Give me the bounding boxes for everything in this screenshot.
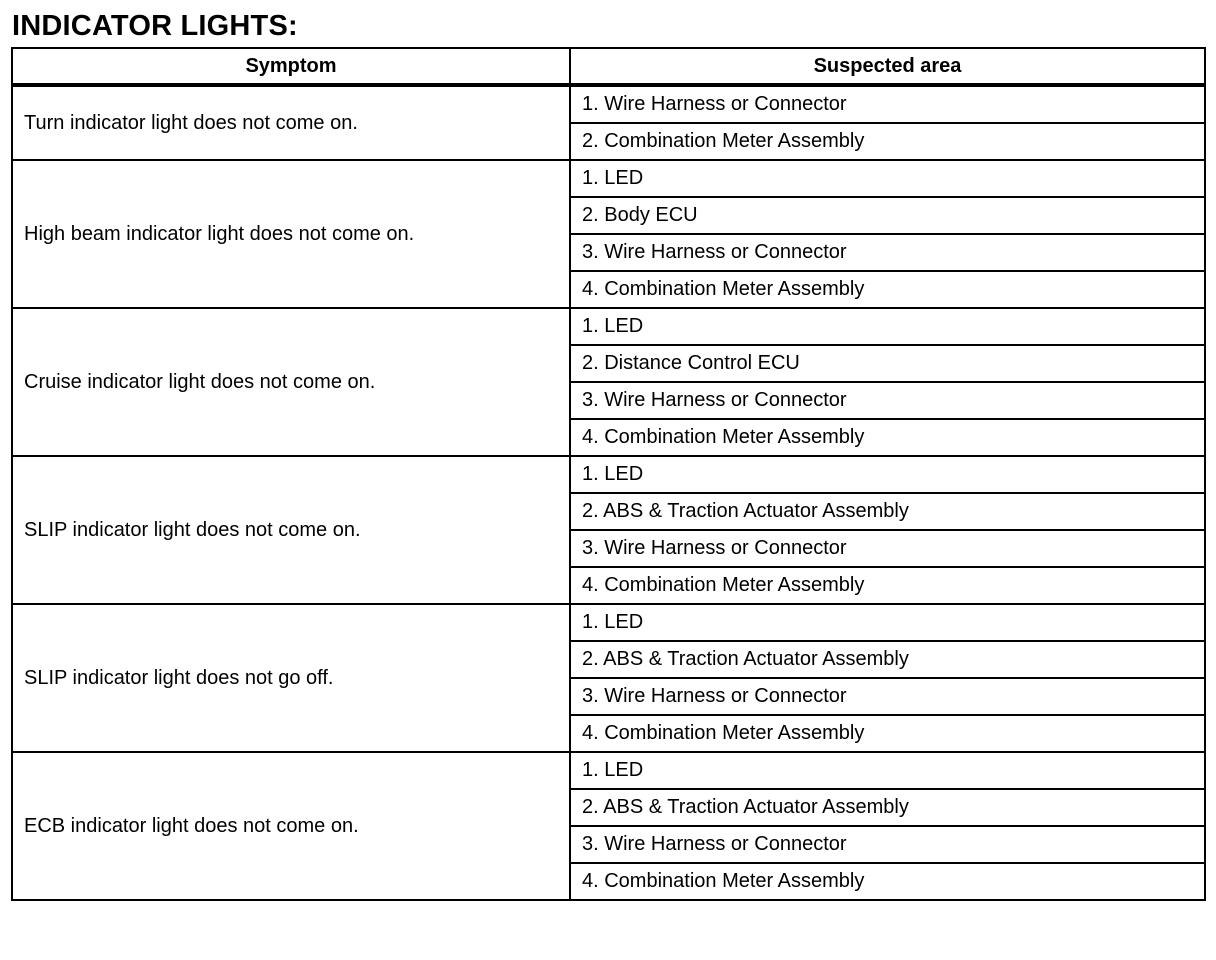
symptom-cell: High beam indicator light does not come on. <box>12 160 570 308</box>
suspected-area-cell: 4. Combination Meter Assembly <box>570 715 1205 752</box>
suspected-area-cell: 3. Wire Harness or Connector <box>570 382 1205 419</box>
symptom-cell: Turn indicator light does not come on. <box>12 85 570 160</box>
suspected-area-cell: 2. Combination Meter Assembly <box>570 123 1205 160</box>
suspected-area-cell: 2. Body ECU <box>570 197 1205 234</box>
symptom-cell: SLIP indicator light does not go off. <box>12 604 570 752</box>
page-title: INDICATOR LIGHTS: <box>12 10 298 42</box>
table-row <box>12 160 1205 197</box>
suspected-area-cell: 1. LED <box>570 456 1205 493</box>
header-row <box>12 48 1205 85</box>
suspected-area-cell: 3. Wire Harness or Connector <box>570 530 1205 567</box>
table-row <box>12 604 1205 641</box>
header-suspected-area: Suspected area <box>570 48 1205 85</box>
table-header <box>12 48 1205 85</box>
header-symptom: Symptom <box>12 48 570 85</box>
suspected-area-cell: 3. Wire Harness or Connector <box>570 826 1205 863</box>
suspected-area-cell: 3. Wire Harness or Connector <box>570 234 1205 271</box>
symptom-cell: Cruise indicator light does not come on. <box>12 308 570 456</box>
suspected-area-cell: 1. LED <box>570 752 1205 789</box>
symptom-cell: ECB indicator light does not come on. <box>12 752 570 900</box>
suspected-area-cell: 1. LED <box>570 604 1205 641</box>
table-row <box>12 85 1205 123</box>
suspected-area-cell: 2. ABS & Traction Actuator Assembly <box>570 789 1205 826</box>
suspected-area-cell: 2. ABS & Traction Actuator Assembly <box>570 493 1205 530</box>
suspected-area-cell: 4. Combination Meter Assembly <box>570 863 1205 900</box>
symptom-cell: SLIP indicator light does not come on. <box>12 456 570 604</box>
table-row <box>12 456 1205 493</box>
suspected-area-cell: 2. ABS & Traction Actuator Assembly <box>570 641 1205 678</box>
table-row <box>12 752 1205 789</box>
suspected-area-cell: 4. Combination Meter Assembly <box>570 271 1205 308</box>
suspected-area-cell: 1. LED <box>570 308 1205 345</box>
table-row <box>12 308 1205 345</box>
suspected-area-cell: 4. Combination Meter Assembly <box>570 419 1205 456</box>
suspected-area-cell: 1. Wire Harness or Connector <box>570 85 1205 123</box>
suspected-area-cell: 1. LED <box>570 160 1205 197</box>
suspected-area-cell: 2. Distance Control ECU <box>570 345 1205 382</box>
suspected-area-cell: 4. Combination Meter Assembly <box>570 567 1205 604</box>
suspected-area-cell: 3. Wire Harness or Connector <box>570 678 1205 715</box>
table-body <box>12 85 1205 900</box>
symptom-table <box>11 47 1206 901</box>
